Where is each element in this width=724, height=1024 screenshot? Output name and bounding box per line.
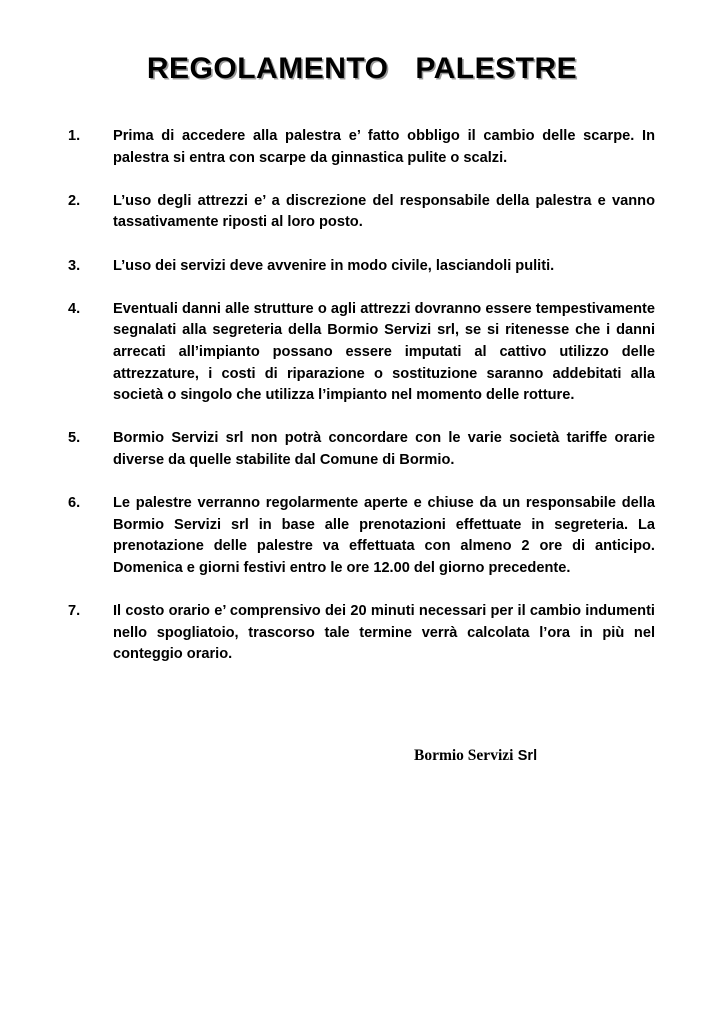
rule-number: 4. xyxy=(68,300,81,317)
rule-text: Il costo orario e’ comprensivo dei 20 minuti necessari per il cambio indumenti nello spogliatoio, trascorso tale termine verrà calcolata l’ora in più nel conteggio orario. xyxy=(113,603,655,663)
rule-item xyxy=(68,601,655,666)
rule-number: 6. xyxy=(68,495,81,512)
rule-text: L’uso degli attrezzi e’ a discrezione del responsabile della palestra e vanno tassativamente riposti al loro posto. xyxy=(113,192,655,231)
rule-number: 5. xyxy=(68,430,81,447)
rule-item xyxy=(68,428,655,471)
rule-text: Eventuali danni alle strutture o agli attrezzi dovranno essere tempestivamente segnalati alla segreteria della Bormio Servizi srl, se si ritenesse che i danni arrecati all’impianto possano essere imputati al cattivo utilizzo delle attrezzature, i costi di riparazione o sostituzione saranno addebitati alla società o singolo che utilizza l’impianto nel momento delle rotture. xyxy=(113,300,655,404)
signature-suffix: Srl xyxy=(517,748,538,764)
rule-item xyxy=(68,493,655,579)
rule-item xyxy=(68,126,655,169)
rules-list xyxy=(68,126,655,666)
rule-item xyxy=(68,256,655,278)
rule-text: Prima di accedere alla palestra e’ fatto obbligo il cambio delle scarpe. In palestra si entra con scarpe da ginnastica pulite o scalzi. xyxy=(113,128,655,166)
signature xyxy=(414,747,537,765)
rule-text: L’uso dei servizi deve avvenire in modo civile, lasciandoli puliti. xyxy=(113,257,555,274)
rule-number: 3. xyxy=(68,257,81,274)
rule-item xyxy=(68,191,655,234)
rule-number: 2. xyxy=(68,192,81,209)
rule-text: Le palestre verranno regolarmente aperte e chiuse da un responsabile della Bormio Servizi srl in base alle prenotazioni effettuate in segreteria. La prenotazione delle palestre va effettuata con almeno 2 ore di anticipo. Domenica e giorni festivi entro le ore 12.00 del giorno precedente. xyxy=(113,495,655,576)
document-title: REGOLAMENTO PALESTRE xyxy=(146,52,578,85)
rule-text: Bormio Servizi srl non potrà concordare con le varie società tariffe orarie diverse da quelle stabilite dal Comune di Bormio. xyxy=(113,430,655,468)
rule-item xyxy=(68,299,655,407)
signature-name: Bormio Servizi xyxy=(414,747,514,764)
rule-number: 7. xyxy=(68,603,81,620)
rule-number: 1. xyxy=(68,128,81,144)
